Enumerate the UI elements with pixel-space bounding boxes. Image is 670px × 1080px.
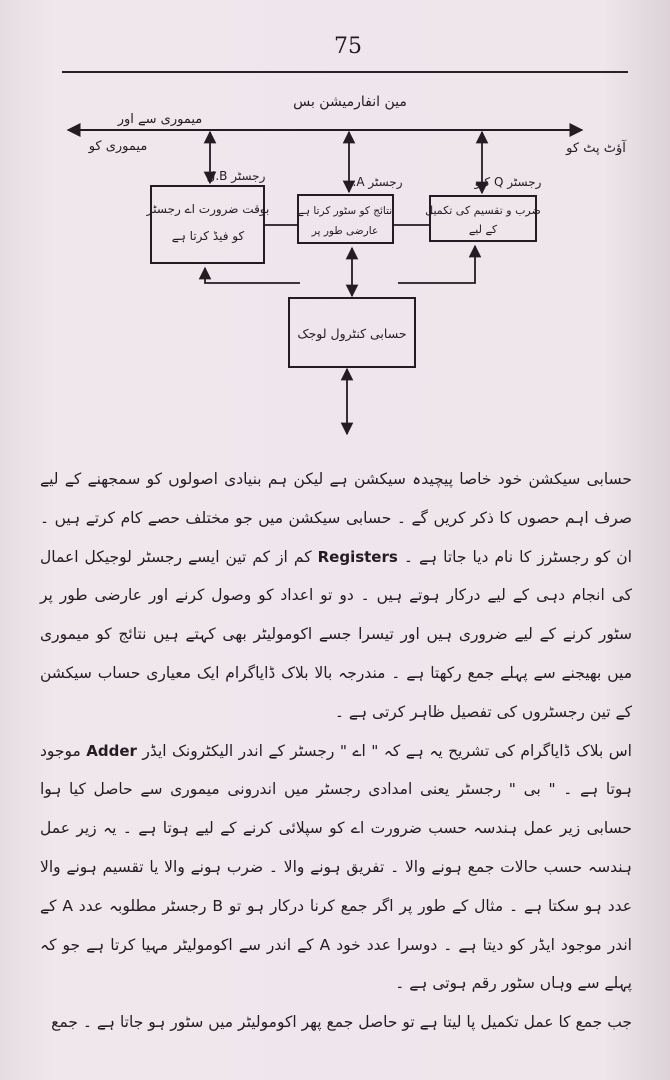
register-a-title: رجسٹر A.ے bbox=[345, 175, 403, 189]
paragraph-2-text-b: موجود ہوتا ہے ۔ " بی " رجسٹر یعنی امدادی رجسٹر میں اندرونی میموری سے حاصل کیا ہوا حسابی زیر عمل ہندسہ حسب ضرورت اے کو سپلائی کرنے کے لیے ہوتا ہے ۔ یہ زیر عمل ہندسہ حسب حالات جمع ہونے والا ۔ تفریق ہونے والا ۔ ضرب ہونے والا یا تقسیم ہونے والا عدد ہو سکتا ہے ۔ مثال کے طور پر اگر جمع کرنا درکار ہو تو B رجسٹر مطلوبہ عدد A کے اندر موجود ایڈر کو دیتا ہے ۔ دوسرا عدد خود A کے اندر سے اکومولیٹر مہیا کرتا ہے جو کہ پہلے سے وہاں سٹور رقم ہوتی ہے ۔ bbox=[40, 741, 633, 993]
memory-from-label: میموری سے اور bbox=[117, 112, 203, 127]
control-logic-label: حسابی کنٹرول لوجک bbox=[297, 326, 407, 341]
register-q-line-1: ضرب و تقسیم کی تکمیل bbox=[425, 204, 541, 217]
memory-to-label: میموری کو bbox=[88, 139, 148, 154]
bus-label: مین انفارمیشن بس bbox=[293, 94, 407, 110]
register-q-line-2: کے لیے bbox=[468, 223, 498, 236]
register-q-title: رجسٹر Q کیو bbox=[474, 175, 542, 189]
paragraph-1-latin-term: Registers bbox=[317, 547, 398, 566]
paragraph-1 bbox=[40, 460, 632, 732]
paragraph-3-text: جب جمع کا عمل تکمیل پا لیتا ہے تو حاصل جمع پھر اکومولیٹر میں سٹور ہو جاتا ہے ۔ جمع bbox=[51, 1013, 632, 1032]
control-to-b bbox=[205, 268, 300, 283]
paragraph-1-text-b: کم از کم تین ایسے رجسٹر لوجیکل اعمال کی انجام دہی کے لیے درکار ہوتے ہیں ۔ دو تو اعداد کو وصول کرنے اور عارضی طور پر سٹور کرنے کے لیے ضروری ہیں اور تیسرا جسے اکومولیٹر بھی کہتے ہیں نتائج کو میموری میں بھیجنے سے پہلے جمع رکھتا ہے ۔ مندرجہ بالا بلاک ڈایاگرام ایک معیاری حساب سیکشن کے تین رجسٹروں کی تفصیل ظاہر کرتی ہے ۔ bbox=[40, 547, 632, 721]
control-to-q bbox=[398, 246, 475, 283]
paragraph-2-text-a: اس بلاک ڈایاگرام کی تشریح یہ ہے کہ " اے " رجسٹر کے اندر الیکٹرونک ایڈر bbox=[142, 741, 632, 760]
body-text bbox=[40, 460, 632, 1042]
paragraph-2 bbox=[40, 732, 632, 1004]
register-b-line-2: کو فیڈ کرتا ہے bbox=[171, 229, 245, 243]
block-diagram bbox=[0, 0, 670, 460]
register-a-line-2: عارضی طور پر bbox=[311, 225, 379, 237]
output-label: آؤٹ پٹ کو bbox=[566, 141, 626, 156]
register-a-line-1: نتائج کو سٹور کرتا ہے bbox=[297, 205, 393, 217]
paragraph-1-text-a: حسابی سیکشن خود خاصا پیچیدہ سیکشن ہے لیکن ہم بنیادی اصولوں کو سمجھنے کے لیے صرف اہم حصوں کا ذکر کریں گے ۔ حسابی سیکشن میں جو مختلف حصے کام کرتے ہیں ۔ ان کو رجسٹرز کا نام دیا جاتا ہے ۔ bbox=[40, 470, 632, 566]
register-b-title: رجسٹر B.ل bbox=[206, 169, 266, 183]
paragraph-2-latin-term: Adder bbox=[86, 741, 137, 760]
paragraph-3 bbox=[40, 1003, 632, 1042]
register-b-line-1: بوقت ضرورت اے رجسٹر bbox=[146, 202, 270, 216]
page-number: 75 bbox=[334, 34, 362, 59]
register-b-box bbox=[151, 186, 264, 263]
